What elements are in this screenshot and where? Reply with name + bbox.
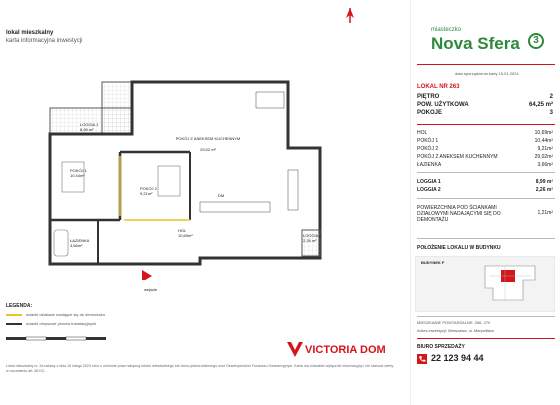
sales-phone[interactable]: 22 123 94 44 [431,353,484,363]
info-panel [410,0,560,405]
north-arrow-icon [343,6,357,24]
rooms-table [417,130,553,176]
plan-label-lazienka: ŁAZIENKA [70,238,90,243]
phone-icon [417,354,427,364]
plan-label-loggia1: LOGGIA 1 [80,122,99,127]
demontable-area-label: POWIERZCHNIA POD ŚCIANKAMI DZIAŁOWYMI NADAJĄCYMI SIĘ DO DEMONTAŻU [417,205,501,223]
legend-item-demontable: ścianki działowe nadające się do demontażu [26,312,105,317]
repeat-units: MIESZKANIE POWTARZALNE: 256, 270 [417,320,491,325]
divider [417,238,555,239]
plan-area-pokoj1: 10,44m² [70,173,85,178]
building-label: BUDYNEK F [421,260,445,265]
plan-label-pokoj1: POKÓJ 1 [70,168,87,173]
plan-area-loggia2: 2,26 m² [303,238,317,243]
plan-label-hol: HOL [178,228,187,233]
plan-label-kitchen: POKÓJ Z ANEKSEM KUCHENNYM [175,136,241,141]
divider [417,316,555,317]
brand-small: miasteczko [431,27,462,33]
brand-name: Nova Sfera [431,34,520,53]
divider [417,338,555,339]
divider [417,172,555,173]
plan-area-loggia1: 8,99 m² [80,127,94,132]
card-date: data sporządzenia karty 15.01.2024 [455,71,519,76]
room-row: POKÓJ Z ANEKSEM KUCHENNYM 29,02m² [417,154,553,160]
plan-area-hol: 10,69m² [178,233,193,238]
loggia-row: LOGGIA 2 2,26 m² [417,187,553,193]
plan-area-lazienka: 3,66m² [70,243,83,248]
plan-area-pokoj2: 9,21m² [140,191,153,196]
legend-item-shafts: ścianki obrysowe pionów instalacyjnych [26,321,97,326]
investment-address: Adres inwestycji: Warszawa, ul. Marywilska [417,328,494,333]
plan-label-dm: DM [218,193,225,198]
sales-title: BIURO SPRZEDAŻY [417,344,465,350]
demontable-area-value: 1,21m² [537,210,553,216]
developer-name: VICTORIA DOM [305,344,386,356]
victoria-dom-logo-icon [286,340,304,358]
legend-title: LEGENDA: [6,303,33,309]
property-type: lokal mieszkalny [6,30,54,36]
summary [417,94,553,124]
room-row: ŁAZIENKA 3,66m² [417,162,553,168]
room-row: POKÓJ 2 9,21m² [417,146,553,152]
scale-bar [6,334,126,342]
summary-row: POKOJE 3 [417,110,553,116]
legend-swatch-demontable [6,314,22,316]
room-row: POKÓJ 1 10,44m² [417,138,553,144]
loggia-row: LOGGIA 1 8,99 m² [417,179,553,185]
plan-label-loggia2: LOGGIA 2 [303,233,322,238]
unit-title: LOKAL NR 263 [417,84,460,90]
summary-row: PIĘTRO 2 [417,94,553,100]
card-subtitle: karta informacyjna inwestycji [6,38,83,44]
loggias-table [417,179,553,197]
summary-row: POW. UŻYTKOWA 64,25 m² [417,102,553,108]
room-row: HOL 10,69m² [417,130,553,136]
location-title: POŁOŻENIE LOKALU W BUDYNKU [417,245,501,251]
plan-label-pokoj2: POKÓJ 2 [140,186,157,191]
plan-entrance: wejście [144,287,158,292]
plan-area-kitchen: 29,02 m² [200,147,216,152]
divider [417,198,555,199]
brand-mark: 3 [528,33,544,49]
divider [417,64,555,65]
footnote: Lokal mieszkalny nr. 2a ustawy z dnia 16 lutego 2024 roku o ochronie praw nabywcy lokalu mieszkalnego lub domu jednorodzinnego oraz Deweloperskim Funduszu Gwarancyjnym. Karta ma charakter wyłącznie informacyjny i nie stanowi oferty w rozumieniu art. 66 KC. [6,364,394,373]
divider [417,124,555,125]
legend-swatch-shafts [6,323,22,325]
